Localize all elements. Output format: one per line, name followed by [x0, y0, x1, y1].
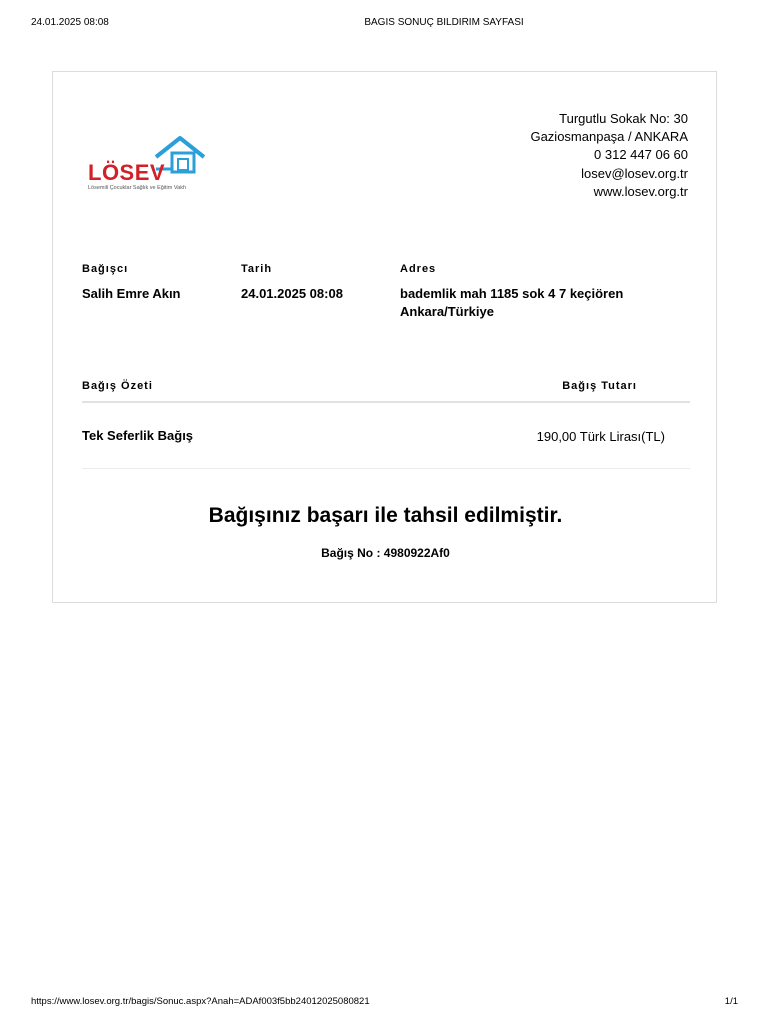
organization-address: [530, 110, 688, 201]
item-divider: [82, 468, 690, 469]
date-label: Tarih: [241, 263, 273, 275]
address-website: www.losev.org.tr: [593, 183, 688, 199]
donor-address-line1: bademlik mah 1185 sok 4 7 keçiören: [400, 286, 624, 301]
losev-logo: [88, 135, 213, 197]
donor-name: Salih Emre Akın: [82, 286, 181, 301]
address-district: Gaziosmanpaşa / ANKARA: [530, 129, 688, 145]
print-url: https://www.losev.org.tr/bagis/Sonuc.aspx?Anah=ADAf003f5bb24012025080821: [31, 996, 370, 1007]
address-phone: 0 312 447 06 60: [594, 147, 688, 163]
address-email: losev@losev.org.tr: [581, 165, 688, 181]
success-message: Bağışınız başarı ile tahsil edilmiştir.: [208, 504, 563, 527]
donation-date: 24.01.2025 08:08: [241, 286, 343, 301]
summary-label: Bağış Özeti: [82, 380, 153, 392]
donor-address-line2: Ankara/Türkiye: [400, 304, 494, 319]
receipt-card: [52, 71, 717, 603]
donation-type: Tek Seferlik Bağış: [82, 428, 194, 443]
logo-tagline: Lösemili Çocuklar Sağlık ve Eğitim Vakfı: [88, 185, 187, 191]
logo-wordmark: LÖSEV: [88, 160, 166, 185]
donation-number: Bağış No : 4980922Af0: [321, 546, 450, 560]
amount-label: Bağış Tutarı: [562, 380, 637, 392]
print-page-number: 1/1: [724, 996, 738, 1007]
print-datetime: 24.01.2025 08:08: [31, 17, 109, 28]
donor-label: Bağışcı: [82, 263, 129, 275]
donation-amount: 190,00 Türk Lirası(TL): [536, 429, 665, 444]
address-label: Adres: [400, 263, 437, 275]
address-street: Turgutlu Sokak No: 30: [559, 111, 688, 126]
summary-divider: [82, 401, 690, 403]
donor-address: [400, 285, 623, 321]
print-page-title: BAGIS SONUÇ BILDIRIM SAYFASI: [364, 17, 524, 28]
